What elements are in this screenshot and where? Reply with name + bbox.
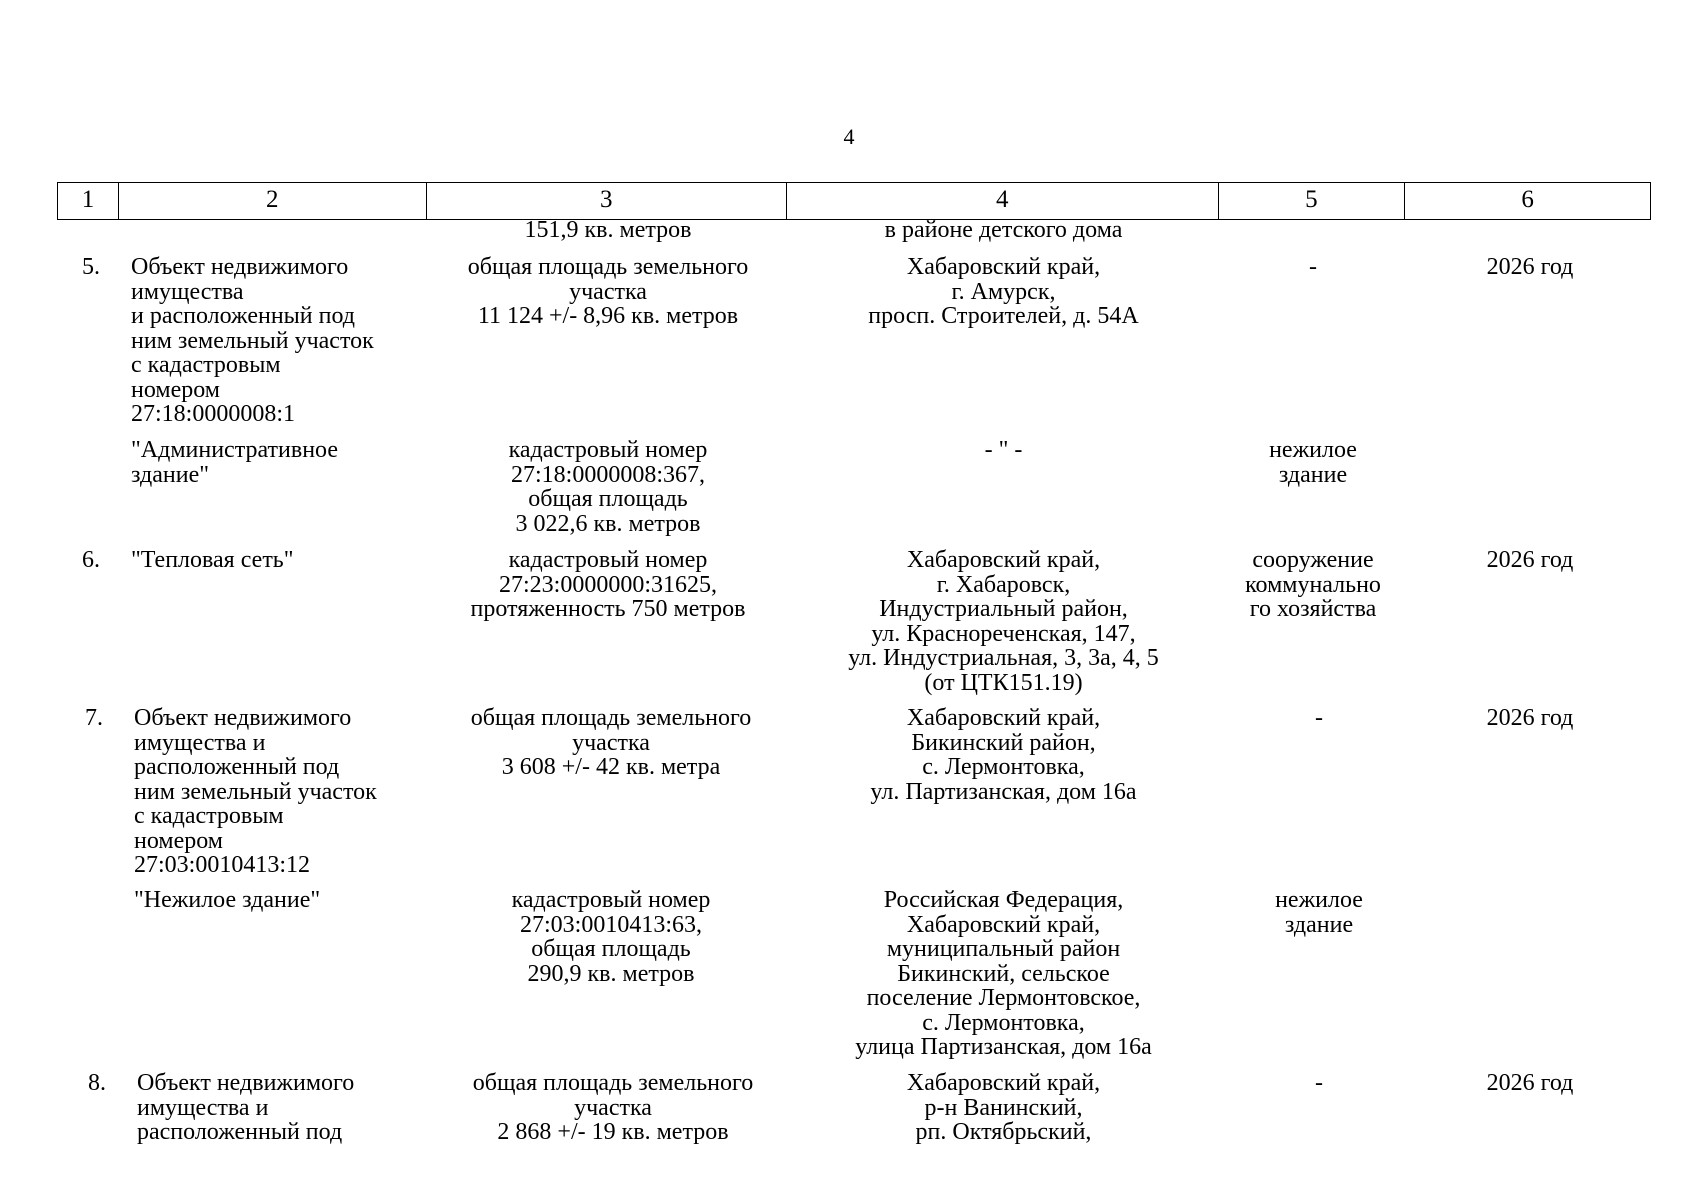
- object-characteristics: кадастровый номер 27:03:0010413:63, общая площадь 290,9 кв. метров: [511, 887, 711, 987]
- privatization-year: 2026 год: [1486, 1070, 1574, 1096]
- row-number: 8.: [88, 1070, 106, 1096]
- privatization-year: 2026 год: [1486, 254, 1574, 280]
- object-name: Объект недвижимого имущества и расположенный под ним земельный участок с кадастровым номером 27:18:0000008:1: [131, 254, 374, 427]
- object-address: Хабаровский край, р-н Ванинский, рп. Октябрьский,: [906, 1070, 1101, 1145]
- object-characteristics: кадастровый номер 27:23:0000000:31625, протяженность 750 метров: [470, 547, 746, 622]
- object-name: Объект недвижимого имущества и расположенный под: [137, 1070, 355, 1145]
- header-cell-3: 3: [427, 183, 788, 219]
- header-cell-6: 6: [1521, 186, 1534, 213]
- object-address: Российская Федерация, Хабаровский край, муниципальный район Бикинский, сельское поселение Лермонтовское, с. Лермонтовка, улица Партизанская, дом 16а: [855, 887, 1152, 1060]
- object-characteristics: кадастровый номер 27:18:0000008:367, общая площадь 3 022,6 кв. метров: [508, 437, 708, 537]
- object-name: "Нежилое здание": [134, 887, 321, 913]
- header-cell-4: 4: [787, 183, 1218, 219]
- row-number: 7.: [85, 705, 103, 731]
- object-address: Хабаровский край, Бикинский район, с. Лермонтовка, ул. Партизанская, дом 16а: [870, 705, 1137, 805]
- object-purpose: -: [1315, 705, 1323, 731]
- object-characteristics: общая площадь земельного участка 2 868 +/- 19 кв. метров: [472, 1070, 754, 1145]
- object-address: Хабаровский край, г. Хабаровск, Индустриальный район, ул. Краснореченская, 147, ул. Индустриальная, 3, 3а, 4, 5 (от ЦТК151.19): [848, 547, 1159, 696]
- continuation-address: в районе детского дома: [884, 217, 1123, 243]
- header-cell-5: 5: [1219, 183, 1406, 219]
- row-number: 6.: [82, 547, 100, 573]
- object-name: "Тепловая сеть": [131, 547, 294, 573]
- header-cell-1: 1: [58, 183, 119, 219]
- object-characteristics: общая площадь земельного участка 11 124 +/- 8,96 кв. метров: [467, 254, 749, 329]
- privatization-year: 2026 год: [1486, 547, 1574, 573]
- object-address: - " -: [984, 437, 1023, 463]
- object-purpose: -: [1309, 254, 1317, 280]
- object-purpose: нежилое здание: [1275, 887, 1363, 938]
- object-purpose: нежилое здание: [1269, 437, 1357, 488]
- table-header-row: [57, 182, 1651, 220]
- privatization-year: 2026 год: [1486, 705, 1574, 731]
- object-characteristics: общая площадь земельного участка 3 608 +/- 42 кв. метра: [470, 705, 752, 780]
- row-number: 5.: [82, 254, 100, 280]
- header-cell-2: 2: [119, 183, 427, 219]
- object-name: "Административное здание": [131, 437, 338, 488]
- object-purpose: сооружение коммунально го хозяйства: [1245, 547, 1381, 622]
- object-purpose: -: [1315, 1070, 1323, 1096]
- object-name: Объект недвижимого имущества и расположенный под ним земельный участок с кадастровым номером 27:03:0010413:12: [134, 705, 377, 878]
- continuation-characteristics: 151,9 кв. метров: [524, 217, 692, 243]
- object-address: Хабаровский край, г. Амурск, просп. Строителей, д. 54А: [868, 254, 1139, 329]
- page-number: 4: [843, 124, 855, 149]
